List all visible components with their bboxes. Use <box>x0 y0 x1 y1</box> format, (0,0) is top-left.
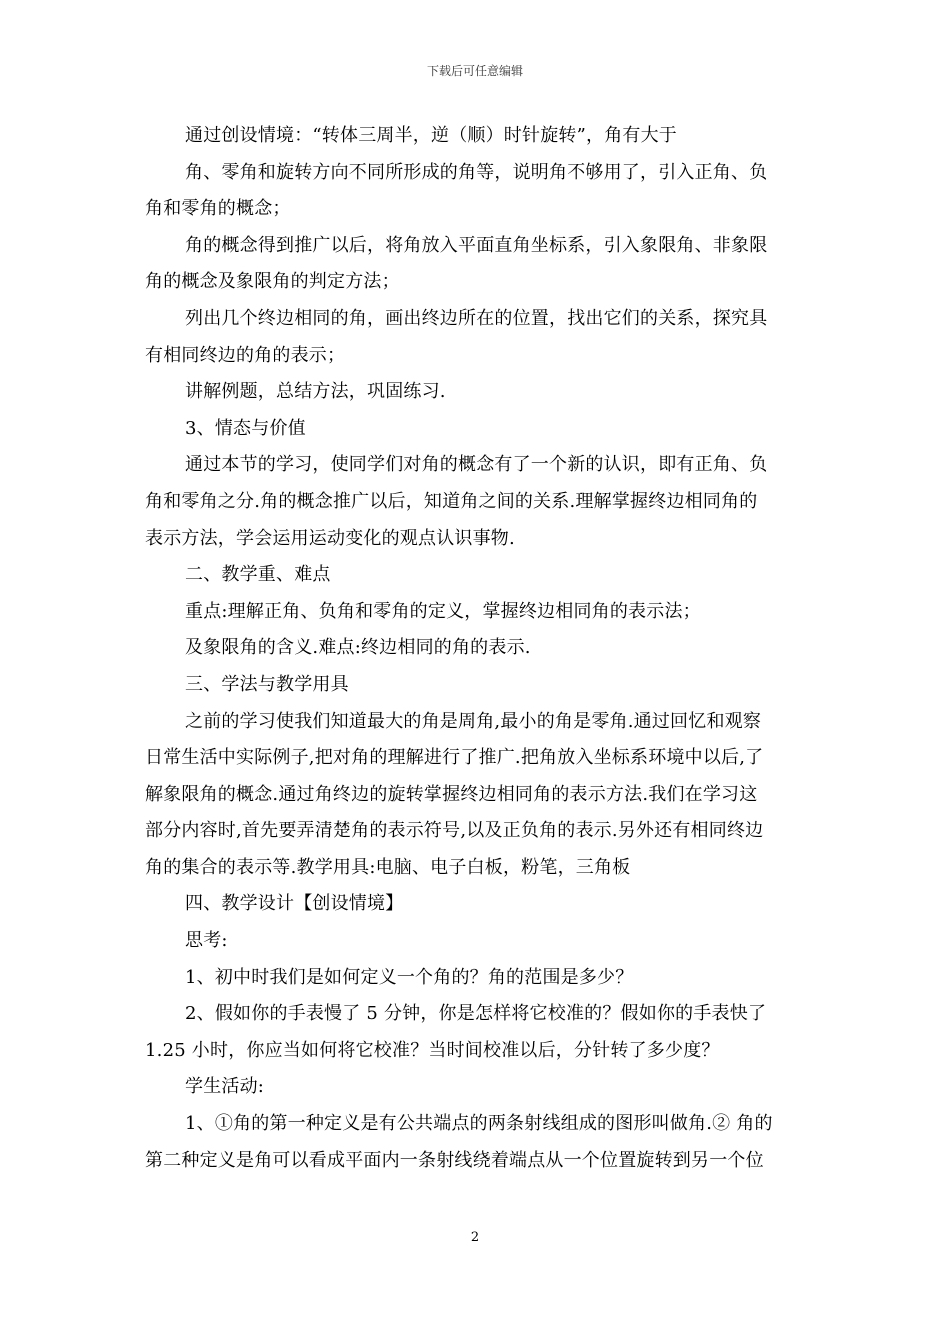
text-line: 通过创设情境：“转体三周半，逆（顺）时针旋转”，角有大于 <box>185 125 678 146</box>
text-line: 及象限角的含义.难点:终边相同的角的表示. <box>185 637 531 659</box>
page-number: 2 <box>470 1230 480 1245</box>
page-header: 下载后可任意编辑 <box>426 64 523 78</box>
text-line: 角、零角和旋转方向不同所形成的角等，说明角不够用了，引入正角、负 <box>185 161 768 183</box>
text-line: 1、①角的第一种定义是有公共端点的两条射线组成的图形叫做角.② 角的 <box>185 1113 773 1135</box>
text-line: 角的集合的表示等.教学用具:电脑、电子白板，粉笔，三角板 <box>145 856 631 878</box>
text-line: 1、初中时我们是如何定义一个角的？角的范围是多少？ <box>185 966 634 988</box>
text-line: 重点:理解正角、负角和零角的定义，掌握终边相同角的表示法； <box>185 600 701 622</box>
text-line: 表示方法，学会运用运动变化的观点认识事物. <box>145 527 515 549</box>
text-line: 通过本节的学习，使同学们对角的概念有了一个新的认识，即有正角、负 <box>185 454 768 476</box>
text-line: 角的概念得到推广以后，将角放入平面直角坐标系，引入象限角、非象限 <box>185 234 768 256</box>
text-line: 之前的学习使我们知道最大的角是周角,最小的角是零角.通过回忆和观察 <box>185 710 762 732</box>
text-line: 学生活动: <box>185 1076 265 1098</box>
text-line: 角和零角的概念； <box>145 198 291 220</box>
text-line: 1.25 小时，你应当如何将它校准？当时间校准以后，分针转了多少度？ <box>145 1039 720 1061</box>
text-line: 四、教学设计【创设情境】 <box>185 893 404 915</box>
text-line: 角和零角之分.角的概念推广以后，知道角之间的关系.理解掌握终边相同角的 <box>145 490 758 512</box>
document-body <box>145 118 810 1179</box>
text-line: 3、情态与价值 <box>185 417 306 439</box>
text-line: 列出几个终边相同的角，画出终边所在的位置，找出它们的关系，探究具 <box>185 307 768 329</box>
text-line: 第二种定义是角可以看成平面内一条射线绕着端点从一个位置旋转到另一个位 <box>145 1149 764 1171</box>
text-line: 日常生活中实际例子,把对角的理解进行了推广.把角放入坐标系环境中以后,了 <box>145 747 764 769</box>
text-line: 思考: <box>185 930 228 952</box>
text-line: 三、学法与教学用具 <box>185 673 349 695</box>
text-line: 有相同终边的角的表示； <box>145 344 346 366</box>
text-line: 角的概念及象限角的判定方法； <box>145 271 400 293</box>
text-line: 二、教学重、难点 <box>185 564 331 586</box>
text-line: 2、假如你的手表慢了 5 分钟，你是怎样将它校准的？假如你的手表快了 <box>185 1003 767 1025</box>
text-line: 部分内容时,首先要弄清楚角的表示符号,以及正负角的表示.另外还有相同终边 <box>145 820 764 842</box>
text-line: 讲解例题，总结方法，巩固练习. <box>185 381 446 403</box>
text-line: 解象限角的概念.通过角终边的旋转掌握终边相同角的表示方法.我们在学习这 <box>145 783 758 805</box>
